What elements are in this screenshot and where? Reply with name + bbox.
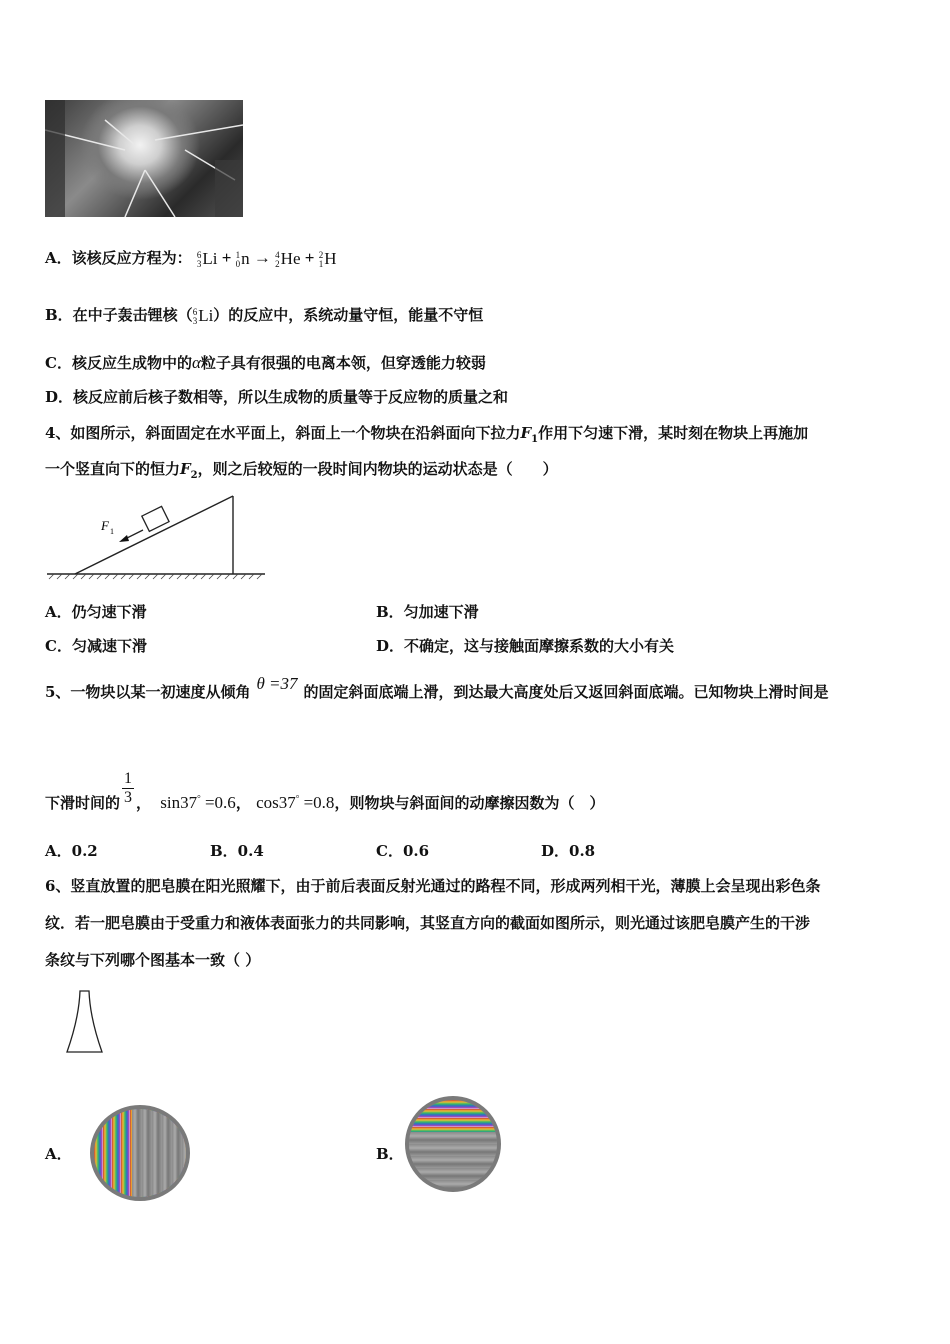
q6-stem-line3: 条纹与下列哪个图基本一致（ ） [45, 951, 261, 969]
incline-diagram [45, 490, 267, 580]
force-label-f: F [101, 518, 109, 533]
q4-stem-line2: 一个竖直向下的恒力$F_2$，则之后较短的一段时间内物块的运动状态是（ ） [45, 460, 558, 481]
theta-value: θ =37 [256, 674, 298, 693]
q4-option-b: B．匀加速下滑 [376, 603, 479, 621]
q4-stem-line1: 4、如图所示，斜面固定在水平面上，斜面上一个物块在沿斜面向下拉力$F_1$作用下匀速下滑，某时刻在物块上再施加 [45, 424, 809, 445]
q3-option-c: C．核反应生成物中的α粒子具有很强的电离本领，但穿透能力较弱 [45, 353, 486, 372]
q5-option-c: C．0.6 [376, 842, 430, 860]
lithium-nucleus: 6 3 Li [192, 306, 214, 327]
ground-hatching [49, 574, 262, 579]
q4-option-d: D．不确定，这与接触面摩擦系数的大小有关 [376, 637, 675, 655]
reaction-equation: 6 3 Li + 1 0 n → 4 2 He + 2 1 H [196, 248, 337, 270]
q3-option-d: D．核反应前后核子数相等，所以生成物的质量等于反应物的质量之和 [45, 388, 509, 406]
q3-option-a-label: A．该核反应方程为： [45, 249, 192, 267]
cos-expression: cos37° =0.8 [256, 793, 335, 812]
q5-option-b: B．0.4 [210, 842, 264, 860]
q6-option-a-label: A． [45, 1145, 72, 1163]
block [142, 506, 169, 531]
alpha-symbol: α [191, 353, 201, 372]
q6-stem-line2: 纹．若一肥皂膜由于受重力和液体表面张力的共同影响，其竖直方向的截面如图所示，则光通过该肥皂膜产生的干涉 [45, 914, 811, 932]
q5-stem-line1: 5、一物块以某一初速度从倾角 θ =37 的固定斜面底端上滑，到达最大高度处后又返回斜面底端。已知物块上滑时间是 [45, 674, 829, 701]
q3-option-a [45, 247, 336, 270]
sin-expression: sin37° =0.6 [160, 793, 236, 812]
force-f1-arrowhead [119, 535, 129, 542]
incline-slope [75, 496, 233, 574]
q3-option-b: B．在中子轰击锂核（ 6 3 Li）的反应中，系统动量守恒，能量不守恒 [45, 306, 484, 327]
soap-film-cross-section [62, 988, 108, 1056]
interference-pattern-a [90, 1105, 190, 1201]
q5-stem-line2: 下滑时间的 $\frac{1}{3}$ ， sin37° =0.6， cos37° =0.8，则物块与斜面间的动摩擦因数为（ ） [45, 770, 605, 812]
q4-option-c: C．匀减速下滑 [45, 637, 147, 655]
plasma-photo [45, 100, 243, 217]
q5-option-d: D．0.8 [541, 842, 596, 860]
q5-option-a: A．0.2 [45, 842, 98, 860]
q4-option-a: A．仍匀速下滑 [45, 603, 147, 621]
interference-pattern-b [405, 1096, 501, 1192]
fraction-one-third: $\frac{1}{3}$ [124, 770, 133, 806]
q6-stem-line1: 6、竖直放置的肥皂膜在阳光照耀下，由于前后表面反射光通过的路程不同，形成两列相干光，薄膜上会呈现出彩色条 [45, 877, 821, 895]
q6-option-b-label: B． [376, 1145, 404, 1163]
force-label-sub: 1 [110, 527, 114, 536]
plasma-photo-streaks [45, 100, 243, 217]
